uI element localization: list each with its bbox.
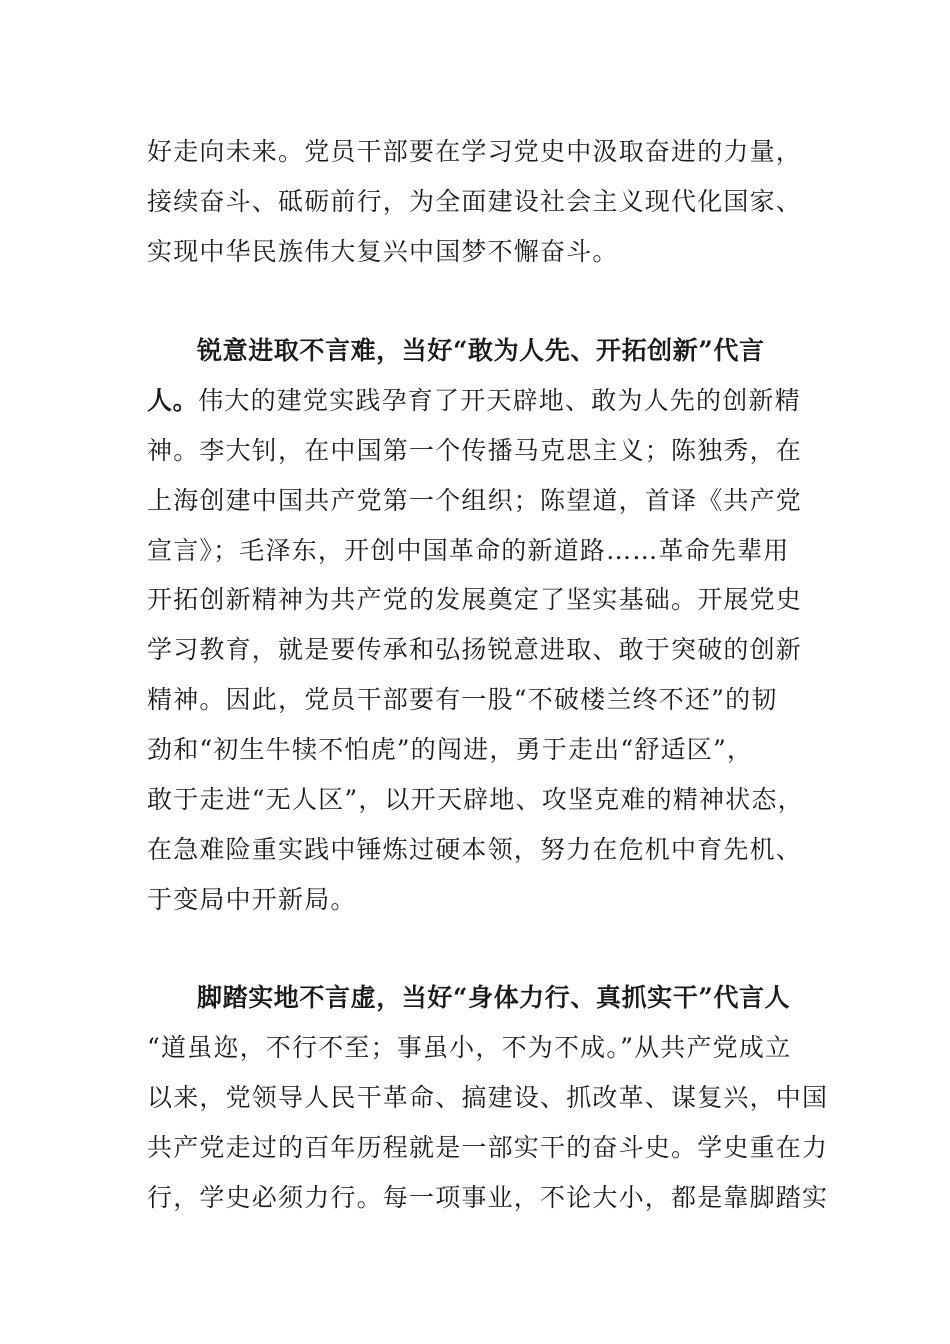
paragraph-2-line-11: 在急难险重实践中锤炼过硬本领，努力在危机中育先机、 — [147, 835, 803, 864]
paragraph-2-line-8: 精神。因此，党员干部要有一股“不破楼兰终不还”的韧 — [147, 685, 778, 714]
paragraph-2-line-3: 神。李大钊，在中国第一个传播马克思主义；陈独秀，在 — [147, 436, 803, 465]
paragraph-1-line-1: 好走向未来。党员干部要在学习党史中汲取奋进的力量， — [147, 137, 803, 166]
paragraph-3-heading: 脚踏实地不言虚，当好“身体力行、真抓实干”代言人 — [197, 983, 791, 1012]
paragraph-1-line-3: 实现中华民族伟大复兴中国梦不懈奋斗。 — [147, 237, 619, 266]
paragraph-2-line-12: 于变局中开新局。 — [147, 885, 357, 914]
paragraph-3-line-4: 共产党走过的百年历程就是一部实干的奋斗史。学史重在力 — [147, 1133, 829, 1162]
paragraph-2-line-2-text: 伟大的建党实践孕育了开天辟地、敢为人先的创新精 — [198, 386, 801, 415]
paragraph-2-line-9: 劲和“初生牛犊不怕虎”的闯进，勇于走出“舒适区”， — [147, 735, 754, 764]
paragraph-2-line-5: 宣言》；毛泽东，开创中国革命的新道路……革命先辈用 — [147, 536, 790, 565]
paragraph-3-line-3: 以来，党领导人民干革命、搞建设、抓改革、谋复兴，中国 — [147, 1083, 829, 1112]
paragraph-2-line-7: 学习教育，就是要传承和弘扬锐意进取、敢于突破的创新 — [147, 635, 803, 664]
paragraph-2-heading-end: 人。 — [147, 386, 199, 415]
paragraph-2-line-6: 开拓创新精神为共产党的发展奠定了坚实基础。开展党史 — [147, 585, 803, 614]
paragraph-3-line-5: 行，学史必须力行。每一项事业，不论大小，都是靠脚踏实 — [147, 1183, 829, 1212]
paragraph-2-line-10: 敢于走进“无人区”，以开天辟地、攻坚克难的精神状态， — [147, 785, 804, 814]
paragraph-2-line-2 — [147, 386, 801, 416]
paragraph-3-line-2: “道虽迩，不行不至；事虽小，不为不成。”从共产党成立 — [147, 1033, 792, 1062]
paragraph-1-line-2: 接续奋斗、砥砺前行，为全面建设社会主义现代化国家、 — [147, 187, 803, 216]
paragraph-2-heading: 锐意进取不言难，当好“敢为人先、开拓创新”代言 — [197, 336, 765, 365]
paragraph-2-line-4: 上海创建中国共产党第一个组织；陈望道，首译《共产党 — [147, 486, 803, 515]
